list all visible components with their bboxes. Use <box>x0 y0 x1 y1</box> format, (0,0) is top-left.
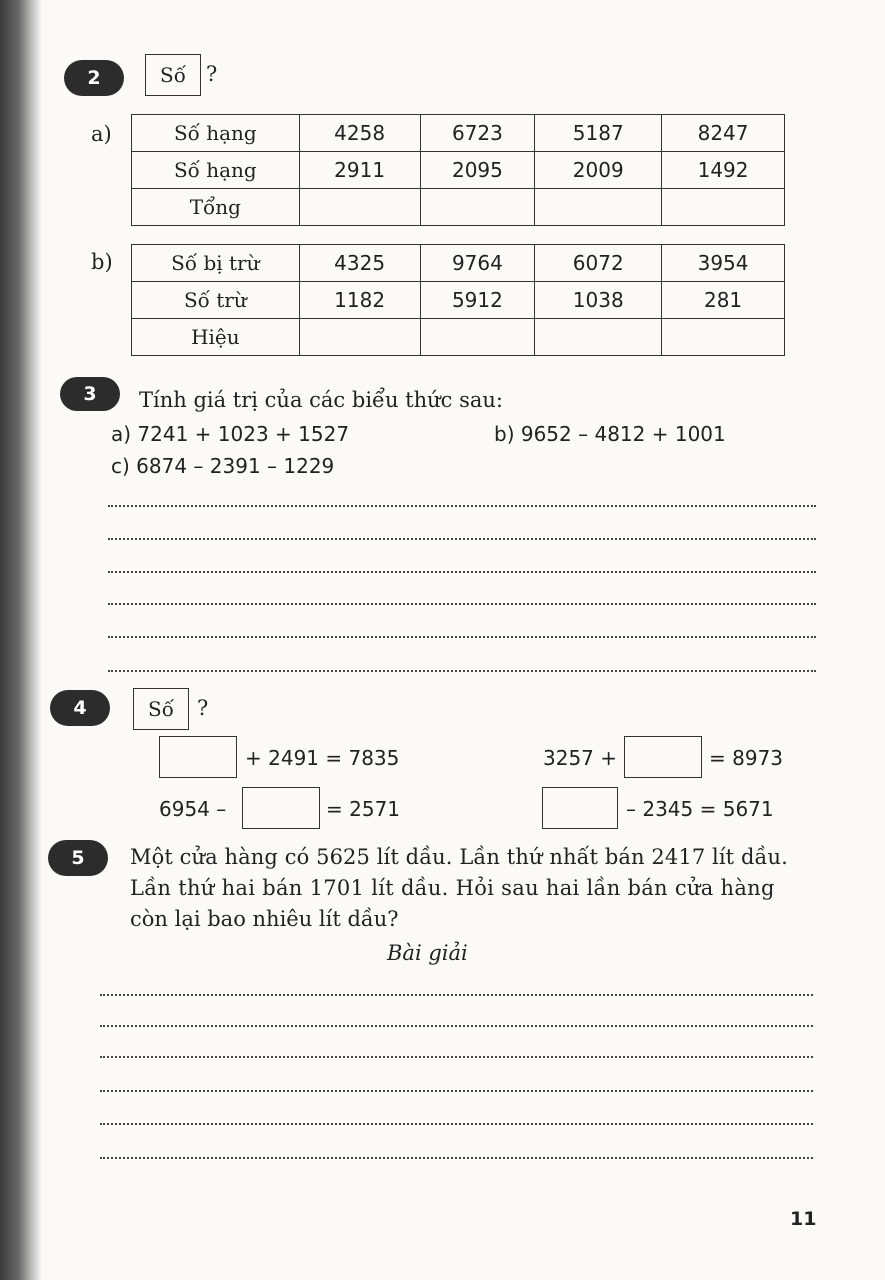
answer-line[interactable] <box>100 1056 813 1058</box>
table-cell: 4258 <box>299 115 420 152</box>
table-cell: 6072 <box>535 245 662 282</box>
table-cell: 1038 <box>535 282 662 319</box>
answer-line[interactable] <box>100 994 813 996</box>
table-cell: 281 <box>662 282 785 319</box>
answer-cell[interactable] <box>535 189 662 226</box>
row-header: Tổng <box>132 189 300 226</box>
answer-cell[interactable] <box>420 189 535 226</box>
table-cell: 2911 <box>299 152 420 189</box>
table-cell: 5187 <box>535 115 662 152</box>
row-header: Số hạng <box>132 115 300 152</box>
exercise-5-badge: 5 <box>48 840 108 876</box>
row-header: Số trừ <box>132 282 300 319</box>
table-cell: 2095 <box>420 152 535 189</box>
exercise-3-prompt: Tính giá trị của các biểu thức sau: <box>139 388 503 412</box>
exercise-3-badge: 3 <box>60 377 120 411</box>
book-spine-shadow <box>0 0 42 1280</box>
answer-line[interactable] <box>100 1123 813 1125</box>
answer-cell[interactable] <box>662 189 785 226</box>
table-cell: 5912 <box>420 282 535 319</box>
solution-heading: Bài giải <box>387 941 468 965</box>
exercise-2-question-mark: ? <box>206 62 218 86</box>
part-a-label: a) <box>91 122 112 146</box>
table-cell: 6723 <box>420 115 535 152</box>
table-row <box>132 319 785 356</box>
answer-cell[interactable] <box>299 319 420 356</box>
exercise-4-question-mark: ? <box>197 696 209 720</box>
problem-line-1: Một cửa hàng có 5625 lít dầu. Lần thứ nhất bán 2417 lít dầu. <box>130 845 788 869</box>
equation-4: – 2345 = 5671 <box>626 797 774 821</box>
problem-line-3: còn lại bao nhiêu lít dầu? <box>130 907 399 931</box>
addition-table <box>131 114 785 226</box>
answer-line[interactable] <box>108 636 816 638</box>
subtraction-table <box>131 244 785 356</box>
table-cell: 1182 <box>299 282 420 319</box>
row-header: Hiệu <box>132 319 300 356</box>
table-cell: 8247 <box>662 115 785 152</box>
table-cell: 2009 <box>535 152 662 189</box>
table-cell: 1492 <box>662 152 785 189</box>
exercise-2-number-box: Số <box>145 54 201 96</box>
answer-cell[interactable] <box>662 319 785 356</box>
answer-line[interactable] <box>108 571 816 573</box>
answer-line[interactable] <box>108 505 816 507</box>
page-number: 11 <box>790 1208 817 1230</box>
row-header: Số bị trừ <box>132 245 300 282</box>
answer-box[interactable] <box>624 736 702 778</box>
equation-3-right: = 2571 <box>326 797 401 821</box>
expression-c: c) 6874 – 2391 – 1229 <box>111 454 335 478</box>
answer-line[interactable] <box>108 603 816 605</box>
answer-box[interactable] <box>242 787 320 829</box>
row-header: Số hạng <box>132 152 300 189</box>
answer-line[interactable] <box>100 1025 813 1027</box>
table-cell: 3954 <box>662 245 785 282</box>
answer-cell[interactable] <box>299 189 420 226</box>
exercise-4-number-box: Số <box>133 688 189 730</box>
part-b-label: b) <box>91 250 113 274</box>
answer-cell[interactable] <box>535 319 662 356</box>
answer-line[interactable] <box>108 538 816 540</box>
expression-b: b) 9652 – 4812 + 1001 <box>494 422 726 446</box>
problem-line-2: Lần thứ hai bán 1701 lít dầu. Hỏi sau hai lần bán cửa hàng <box>130 876 775 900</box>
answer-line[interactable] <box>100 1157 813 1159</box>
table-cell: 9764 <box>420 245 535 282</box>
table-row <box>132 152 785 189</box>
table-row <box>132 245 785 282</box>
table-row <box>132 189 785 226</box>
answer-box[interactable] <box>542 787 618 829</box>
table-row <box>132 282 785 319</box>
answer-line[interactable] <box>108 670 816 672</box>
equation-3-left: 6954 – <box>159 797 227 821</box>
equation-2-right: = 8973 <box>709 746 784 770</box>
equation-1: + 2491 = 7835 <box>245 746 400 770</box>
table-cell: 4325 <box>299 245 420 282</box>
exercise-4-badge: 4 <box>50 690 110 726</box>
answer-cell[interactable] <box>420 319 535 356</box>
answer-box[interactable] <box>159 736 237 778</box>
answer-line[interactable] <box>100 1090 813 1092</box>
exercise-2-badge: 2 <box>64 60 124 96</box>
equation-2-left: 3257 + <box>543 746 618 770</box>
expression-a: a) 7241 + 1023 + 1527 <box>111 422 350 446</box>
table-row <box>132 115 785 152</box>
